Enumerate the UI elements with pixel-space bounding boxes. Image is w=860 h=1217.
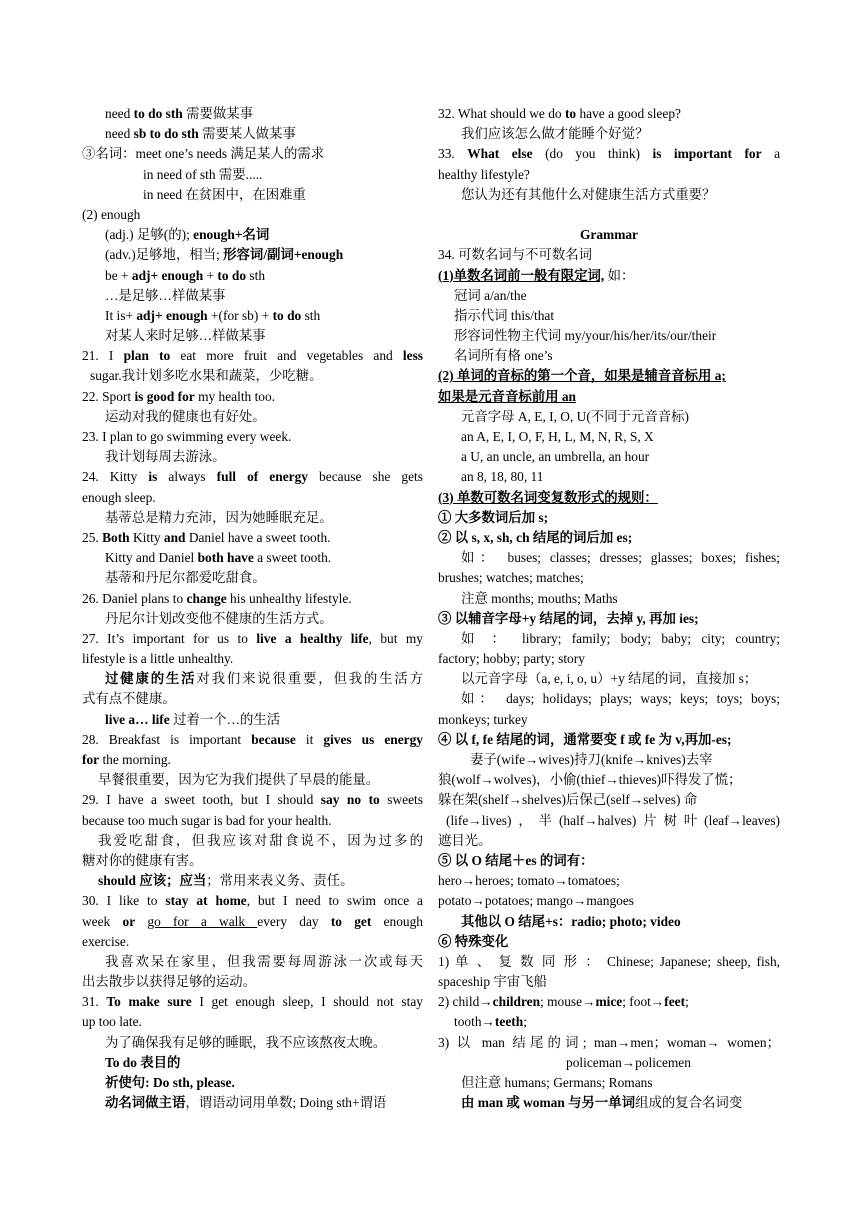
text-line (82, 387, 423, 407)
text-line (82, 205, 423, 225)
text-segment: my health too. (194, 388, 276, 404)
text-segment: to (564, 106, 577, 121)
text-line (82, 407, 423, 427)
text-segment: in need of sth 需要..... (143, 166, 263, 182)
text-segment: ④ 以 f, fe 结尾的词，通常要变 f 或 fe 为 v,再加-es; (438, 731, 732, 747)
text-segment: the morning. (99, 752, 171, 767)
text-segment: 29. I have a sweet tooth, but I should (82, 792, 321, 808)
text-line (438, 245, 780, 265)
text-line (438, 1012, 780, 1032)
text-segment: It is+ (105, 307, 137, 323)
text-segment: an A, E, I, O, F, H, L, M, N, R, S, X (461, 429, 654, 444)
text-segment: +(for sb) + (207, 307, 273, 323)
text-line (438, 770, 780, 790)
text-segment: 我爱吃甜食，但我应该对甜食说不，因为过多的 (98, 832, 423, 848)
text-segment: should 应该；应当 (98, 873, 207, 889)
text-line (82, 165, 423, 185)
text-line (82, 669, 423, 689)
text-line (438, 266, 780, 286)
text-line (82, 992, 423, 1012)
text-segment: + (203, 267, 218, 283)
text-segment: Grammar (579, 227, 638, 243)
text-segment: I get enough sleep, I should not stay (191, 994, 424, 1010)
text-segment: 冠词 a/an/the (454, 287, 527, 303)
text-segment: say no to (320, 792, 380, 808)
text-segment: to get (330, 913, 372, 929)
text-segment: for (82, 752, 100, 767)
text-segment: less (402, 348, 423, 364)
text-line (82, 1073, 423, 1093)
text-segment: 指示代词 this/that (454, 307, 555, 323)
text-segment: sb to do sth (133, 126, 199, 142)
text-segment: Both (102, 529, 130, 545)
text-line (82, 871, 423, 891)
text-line (438, 1073, 780, 1093)
text-segment: ② 以 s, x, sh, ch 结尾的词后加 es; (438, 529, 633, 545)
text-line (438, 467, 780, 487)
text-segment: 妻子(wife→wives)持刀(knife→knives)去宰 (470, 752, 713, 767)
text-segment: 需要某人做某事 (198, 126, 296, 142)
text-segment: ⑥ 特殊变化 (438, 933, 509, 949)
text-segment: have a good sleep? (576, 106, 681, 121)
text-line (438, 326, 780, 346)
text-segment: ；常用来表义务、责任。 (206, 873, 354, 889)
text-line (82, 124, 423, 144)
text-segment: 31. (82, 994, 107, 1010)
text-segment: healthy lifestyle? (438, 166, 530, 182)
text-segment: 如： (604, 267, 635, 283)
text-segment: exercise. (82, 933, 130, 949)
text-line (438, 286, 780, 306)
text-segment: ; (685, 994, 689, 1010)
text-segment: because too much sugar is bad for your health. (82, 812, 332, 828)
text-segment: adj+ enough (136, 307, 208, 323)
text-line (82, 912, 423, 932)
text-segment: full of energy (216, 469, 308, 485)
text-line (438, 387, 780, 407)
text-segment: teeth (494, 1014, 524, 1030)
text-segment: 28. Breakfast is important (82, 731, 252, 747)
text-line (82, 790, 423, 810)
text-segment: 26. Daniel plans to (82, 590, 187, 606)
text-segment: a (761, 146, 781, 162)
text-segment: 运动对我的健康也有好处。 (105, 408, 266, 424)
text-segment: potato→potatoes; mango→mangoes (438, 893, 634, 909)
text-line (82, 346, 423, 366)
text-segment: plan to (123, 348, 171, 364)
text-segment: 34. 可数名词与不可数名词 (438, 247, 592, 263)
text-segment: ; (523, 1014, 527, 1030)
text-segment: 遮目光。 (438, 832, 492, 848)
text-segment: both have (197, 550, 254, 566)
text-segment: 组成的复合名词变 (635, 1095, 743, 1111)
text-line (82, 1033, 423, 1053)
text-segment: always (157, 469, 217, 485)
text-segment: sth (301, 307, 321, 323)
text-line (438, 851, 780, 871)
text-line (438, 185, 780, 205)
text-line (438, 811, 780, 831)
text-line (438, 649, 780, 669)
text-segment: 如果是元音音标前用 an (438, 388, 577, 404)
text-line (82, 1012, 423, 1032)
text-segment: a sweet tooth. (253, 550, 332, 566)
text-line (82, 649, 423, 669)
text-segment: 我计划每周去游泳。 (105, 449, 226, 465)
text-segment: change (186, 590, 227, 606)
text-segment: To do 表目的 (105, 1054, 181, 1070)
text-segment: 元音字母 A, E, I, O, U(不同于元音音标) (461, 408, 689, 424)
text-line (438, 1053, 780, 1073)
text-line (438, 488, 780, 508)
text-segment: 1) 单 、 复 数 同 形 ： Chinese; Japanese; sheep, fish, (438, 953, 780, 969)
text-segment: 式有点不健康。 (82, 691, 176, 707)
text-segment: What else (467, 146, 533, 162)
text-segment: to do sth (133, 106, 183, 121)
text-segment: 以元音字母（a, e, i, o, u）+y 结尾的词，直接加 s； (461, 671, 758, 687)
text-segment: , but my (368, 630, 423, 646)
text-line (438, 972, 780, 992)
text-segment: adj+ enough (131, 267, 204, 283)
text-segment: ⑤ 以 O 结尾＋es 的词有： (438, 852, 594, 868)
text-segment: sth (246, 267, 266, 283)
text-segment: ，谓语动词用单数; Doing sth+谓语 (185, 1095, 387, 1111)
text-segment: 如 ： library; family; body; baby; city; country; (461, 630, 780, 646)
text-segment: 22. Sport (82, 388, 135, 404)
text-segment: 注意 months; mouths; Maths (461, 590, 618, 606)
text-segment: to do (217, 267, 247, 283)
text-segment: (1)单数名词前一般有限定词, (438, 267, 605, 283)
text-line (438, 891, 780, 911)
text-segment: because (251, 731, 296, 747)
text-segment: 狼(wolf→wolves)，小偷(thief→thieves)吓得发了慌； (438, 772, 742, 788)
text-segment: ; foot→ (622, 994, 665, 1010)
text-line (82, 1093, 423, 1113)
text-segment: monkeys; turkey (438, 711, 528, 727)
text-segment: live a healthy life (256, 630, 369, 646)
text-line (82, 467, 423, 487)
text-line (82, 286, 423, 306)
text-segment: feet (664, 994, 686, 1010)
text-line (82, 689, 423, 709)
text-line (82, 508, 423, 528)
text-segment: ① 大多数词后加 s; (438, 509, 549, 525)
text-line (438, 508, 780, 528)
text-segment: 23. I plan to go swimming every week. (82, 429, 292, 444)
text-line (82, 770, 423, 790)
text-line (82, 710, 423, 730)
text-segment: 您认为还有其他什么对健康生活方式重要？ (461, 186, 716, 202)
text-segment: policeman→policemen (566, 1054, 691, 1070)
text-segment: is important for (652, 146, 762, 162)
text-segment: in need 在贫困中，在困难重 (143, 186, 306, 202)
text-segment: 3) 以 man 结尾的词; man→men；woman→ women； (438, 1034, 780, 1050)
text-segment: 名词所有格 one’s (454, 348, 553, 364)
text-segment: Kitty and Daniel (105, 550, 198, 566)
text-line (438, 124, 780, 144)
text-line (438, 1033, 780, 1053)
text-segment: 如： buses; classes; dresses; glasses; boxes; fishes; (461, 550, 780, 566)
text-line (438, 165, 780, 185)
text-segment: 如： days; holidays; plays; ways; keys; toys; boys; (461, 691, 780, 707)
text-segment: 24. Kitty (82, 469, 149, 485)
text-segment: gives us energy (323, 731, 424, 747)
text-segment: 2) child→ (438, 994, 493, 1010)
text-line (438, 306, 780, 326)
text-segment: 需要做某事 (182, 106, 254, 121)
text-segment: sugar.我计划多吃水果和蔬菜，少吃糖。 (90, 368, 323, 384)
text-line (438, 407, 780, 427)
text-line (82, 185, 423, 205)
text-segment: because she gets (307, 469, 423, 485)
text-line (82, 225, 423, 245)
text-line (438, 629, 780, 649)
text-segment: 形容词/副词+enough (223, 247, 344, 263)
text-segment: a U, an uncle, an umbrella, an hour (461, 449, 650, 465)
text-line (82, 144, 423, 164)
text-segment: children (492, 994, 541, 1010)
text-segment: Kitty (129, 529, 164, 545)
text-segment: tooth→ (454, 1014, 495, 1030)
text-segment: go for a walk (147, 913, 258, 929)
text-segment: is good for (134, 388, 195, 404)
text-line (438, 669, 780, 689)
text-segment: be + (105, 267, 132, 283)
text-segment: (adv.)足够地，相当; (105, 247, 224, 263)
text-segment: hero→heroes; tomato→tomatoes; (438, 873, 620, 889)
text-line (438, 1093, 780, 1113)
text-line (82, 245, 423, 265)
text-line (438, 568, 780, 588)
text-line (82, 427, 423, 447)
text-segment: 过着一个…的生活 (169, 711, 281, 727)
text-segment: 为了确保我有足够的睡眠，我不应该熬夜太晚。 (105, 1034, 387, 1050)
text-segment: every day (257, 913, 331, 929)
text-line (438, 528, 780, 548)
text-segment: it (295, 731, 324, 747)
text-segment: 30. I like to (82, 893, 166, 909)
text-line (438, 730, 780, 750)
text-line (438, 689, 780, 709)
text-line (82, 609, 423, 629)
text-line (438, 427, 780, 447)
text-line (82, 730, 423, 750)
text-segment: factory; hobby; party; story (438, 651, 585, 667)
text-segment: 对某人来时足够…样做某事 (105, 328, 266, 344)
text-segment: 27. It’s important for us to (82, 630, 257, 646)
text-segment: lifestyle is a little unhealthy. (82, 651, 234, 667)
text-segment: need (105, 106, 134, 121)
text-line (438, 912, 780, 932)
text-line (438, 366, 780, 386)
text-segment: live a… life (105, 711, 170, 727)
text-line (82, 488, 423, 508)
text-segment: 由 man 或 woman 与另一单词 (461, 1095, 636, 1111)
text-line (438, 104, 780, 124)
text-segment: to do (272, 307, 302, 323)
text-segment: 但注意 humans; Germans; Romans (461, 1075, 653, 1090)
text-line (438, 346, 780, 366)
text-line (82, 851, 423, 871)
text-line (438, 831, 780, 851)
text-segment: 我喜欢呆在家里，但我需要每周游泳一次或每天 (105, 953, 423, 969)
text-segment: stay at home (165, 893, 247, 909)
text-line (82, 568, 423, 588)
text-line (438, 750, 780, 770)
text-line (438, 710, 780, 730)
text-line (82, 548, 423, 568)
text-segment: enough sleep. (82, 489, 156, 505)
text-segment: Daniel have a sweet tooth. (185, 529, 331, 545)
text-line (82, 629, 423, 649)
text-segment: 对我们来说很重要，但我的生活方 (196, 671, 424, 687)
text-segment: 躲在架(shelf→shelves)后保己(self→selves) 命 (438, 792, 698, 808)
text-segment (135, 914, 147, 929)
text-line (82, 750, 423, 770)
text-segment: 出去散步以获得足够的运动。 (82, 974, 257, 990)
text-line (82, 366, 423, 386)
text-line (438, 447, 780, 467)
text-line (82, 266, 423, 286)
text-segment: 32. What should we do (438, 106, 565, 121)
text-segment: spaceship 宇宙飞船 (438, 974, 547, 990)
text-line (438, 952, 780, 972)
text-line (82, 932, 423, 952)
text-line (438, 589, 780, 609)
text-line (82, 1053, 423, 1073)
text-segment: up too late. (82, 1014, 142, 1030)
text-segment: 丹尼尔计划改变他不健康的生活方式。 (105, 610, 333, 626)
text-segment: week (82, 913, 123, 929)
text-segment: (2) 单词的音标的第一个音，如果是辅音音标用 a; (438, 368, 726, 384)
text-segment: ③ 以辅音字母+y 结尾的词，去掉 y, 再加 ies; (438, 610, 699, 626)
text-segment: ; mouse→ (540, 994, 596, 1010)
text-segment: 基蒂总是精力充沛，因为她睡眠充足。 (105, 509, 333, 525)
left-column (82, 104, 423, 1113)
text-segment: 我们应该怎么做才能睡个好觉？ (461, 126, 649, 142)
text-segment: sweets (379, 792, 423, 808)
text-segment: 25. (82, 529, 103, 545)
text-line (82, 952, 423, 972)
text-line (438, 992, 780, 1012)
text-segment: and (163, 529, 186, 545)
text-segment: 祈使句: Do sth, please. (105, 1075, 235, 1090)
text-line (438, 932, 780, 952)
text-line (438, 871, 780, 891)
text-segment: , but I need to swim once a (246, 893, 423, 909)
text-line (438, 205, 780, 225)
text-segment: enough (371, 913, 423, 929)
text-line (82, 811, 423, 831)
text-line (82, 891, 423, 911)
text-segment: an 8, 18, 80, 11 (461, 469, 544, 485)
text-segment: or (122, 913, 136, 929)
text-line (82, 104, 423, 124)
text-segment: 动名词做主语 (105, 1095, 186, 1111)
right-column (438, 104, 780, 1113)
text-line (82, 972, 423, 992)
text-segment: need (105, 126, 134, 142)
text-segment: ③名词：meet one’s needs 满足某人的需求 (82, 146, 325, 162)
text-segment: 过健康的生活 (105, 671, 197, 687)
text-line (438, 144, 780, 164)
text-line (438, 790, 780, 810)
text-segment: To make sure (106, 994, 192, 1010)
text-segment: 糖对你的健康有害。 (82, 852, 203, 868)
text-segment: 33. (438, 146, 468, 162)
text-segment: 基蒂和丹尼尔都爱吃甜食。 (105, 570, 266, 586)
text-segment: brushes; watches; matches; (438, 570, 584, 586)
text-segment: enough+名词 (193, 227, 270, 243)
text-segment: 形容词性物主代词 my/your/his/her/its/our/their (454, 328, 717, 344)
text-segment: 早餐很重要，因为它为我们提供了早晨的能量。 (98, 772, 380, 788)
text-line (438, 609, 780, 629)
text-segment: is (148, 469, 158, 485)
text-segment: (do you think) (532, 146, 653, 162)
text-segment: 21. I (82, 348, 124, 364)
text-segment: (3) 单数可数名词变复数形式的规则： (438, 489, 658, 505)
text-segment: 其他以 O 结尾+s：radio; photo; video (461, 913, 681, 929)
text-segment: (life→lives)，半(half→halves)片树叶(leaf→leaves) (446, 812, 780, 828)
text-line (438, 548, 780, 568)
text-segment: mice (595, 994, 623, 1010)
text-segment: (adj.) 足够(的); (105, 227, 194, 243)
text-line (82, 831, 423, 851)
text-line (82, 306, 423, 326)
text-line (82, 528, 423, 548)
text-line (438, 225, 780, 245)
text-line (82, 447, 423, 467)
text-segment: (2) enough (82, 206, 141, 222)
text-segment: eat more fruit and vegetables and (170, 348, 403, 364)
text-line (82, 589, 423, 609)
text-line (82, 326, 423, 346)
text-segment: his unhealthy lifestyle. (226, 590, 352, 606)
text-segment: …是足够…样做某事 (105, 287, 226, 303)
